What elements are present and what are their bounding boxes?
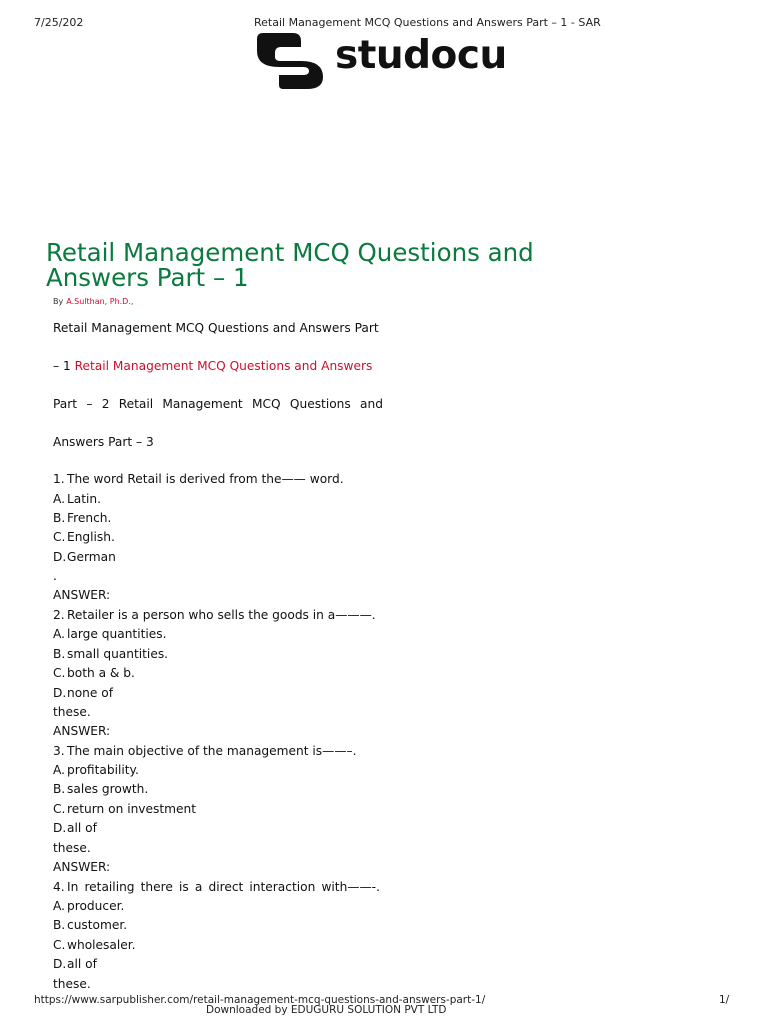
option-letter: B. (53, 782, 66, 796)
option-text: profitability. (67, 763, 139, 777)
q2-answer-label: ANSWER: (53, 724, 111, 738)
question-number: 2. (53, 608, 65, 622)
question-text: The word Retail is derived from the—— word. (67, 472, 344, 486)
q4-option-a (53, 899, 124, 913)
question-word: a (194, 880, 203, 894)
q1-option-c (53, 530, 115, 544)
option-text: small quantities. (67, 647, 169, 661)
intro-word: MCQ (251, 397, 281, 411)
question-2 (53, 608, 376, 622)
intro-word: Part (53, 397, 78, 411)
question-word: In (67, 880, 79, 894)
option-text: wholesaler. (67, 938, 136, 952)
q2-option-d (53, 686, 113, 700)
article-title-line2: Answers Part – 1 (46, 263, 249, 292)
option-text: customer. (67, 918, 128, 932)
option-text: both a & b. (67, 666, 135, 680)
question-3 (53, 744, 356, 758)
intro-line-1: Retail Management MCQ Questions and Answers Part (53, 321, 379, 335)
downloaded-by: Downloaded by EDUGURU SOLUTION PVT LTD (206, 1004, 447, 1016)
option-letter: D. (53, 957, 67, 971)
link-part-2[interactable] (53, 397, 383, 411)
option-text: return on investment (67, 802, 197, 816)
intro-word: – (86, 397, 93, 411)
q4-option-c (53, 938, 136, 952)
intro-word: and (360, 397, 383, 411)
question-number: 3. (53, 744, 65, 758)
option-letter: D. (53, 821, 67, 835)
question-word: retailing (84, 880, 135, 894)
studocu-logo[interactable] (257, 27, 557, 93)
q3-continuation: these. (53, 841, 91, 855)
intro-line-2 (53, 359, 383, 373)
q3-option-d (53, 821, 97, 835)
option-letter: B. (53, 918, 66, 932)
q4-option-b (53, 918, 127, 932)
intro-line-3[interactable] (53, 397, 383, 411)
option-text: English. (67, 530, 115, 544)
option-letter: B. (53, 647, 66, 661)
question-word: direct (208, 880, 244, 894)
q3-option-c (53, 802, 196, 816)
author-link[interactable]: A.Sulthan, Ph.D., (66, 297, 134, 306)
footer-page-number: 1/ (719, 994, 730, 1006)
studocu-logo-icon (257, 27, 327, 93)
question-4 (53, 880, 380, 894)
q2-option-c (53, 666, 135, 680)
q1-option-a (53, 492, 101, 506)
option-text: all of (67, 957, 97, 971)
q2-continuation: these. (53, 705, 91, 719)
studocu-wordmark: studocu (335, 33, 507, 78)
intro-word: Retail (118, 397, 154, 411)
article-title (46, 240, 646, 290)
intro-word: 2 (101, 397, 110, 411)
question-1 (53, 472, 344, 486)
q3-option-a (53, 763, 139, 777)
q4-continuation: these. (53, 977, 91, 991)
option-letter: B. (53, 511, 66, 525)
option-text: none of (67, 686, 114, 700)
print-date: 7/25/202 (34, 16, 84, 29)
q4-option-d (53, 957, 97, 971)
question-number: 4. (53, 880, 65, 894)
option-letter: C. (53, 938, 66, 952)
question-number: 1. (53, 472, 65, 486)
option-text: all of (67, 821, 97, 835)
option-letter: D. (53, 686, 67, 700)
option-letter: A. (53, 763, 65, 777)
q1-answer-label: ANSWER: (53, 588, 111, 602)
question-text: The main objective of the management is——–. (67, 744, 357, 758)
option-letter: A. (53, 899, 65, 913)
intro-word: Management (162, 397, 243, 411)
option-letter: A. (53, 627, 65, 641)
link-part-1[interactable]: Retail Management MCQ Questions and Answers (74, 359, 373, 373)
q3-answer-label: ANSWER: (53, 860, 111, 874)
q1-option-b (53, 511, 111, 525)
question-word: interaction (249, 880, 316, 894)
question-word: there (140, 880, 173, 894)
q1-continuation: . (53, 569, 57, 583)
option-text: sales growth. (67, 782, 149, 796)
q2-option-a (53, 627, 166, 641)
article-title-line1: Retail Management MCQ Questions and (46, 238, 534, 267)
question-text: Retailer is a person who sells the goods in a———. (67, 608, 376, 622)
question-text (67, 880, 380, 894)
q1-option-d (53, 550, 116, 564)
option-letter: C. (53, 666, 66, 680)
intro-prefix: – 1 (53, 359, 71, 373)
byline (53, 297, 133, 306)
footer-url[interactable]: https://www.sarpublisher.com/retail-management-mcq-questions-and-answers-part-1/ (34, 994, 486, 1006)
q2-option-b (53, 647, 168, 661)
option-text: Latin. (67, 492, 102, 506)
by-label: By (53, 297, 64, 306)
option-text: large quantities. (67, 627, 167, 641)
option-letter: D. (53, 550, 67, 564)
q3-option-b (53, 782, 148, 796)
option-text: German (67, 550, 116, 564)
question-word: is (179, 880, 189, 894)
link-part-3[interactable]: Answers Part – 3 (53, 435, 154, 449)
question-word: with——-. (321, 880, 380, 894)
option-letter: C. (53, 530, 66, 544)
option-text: French. (67, 511, 112, 525)
intro-word: Questions (289, 397, 351, 411)
option-letter: A. (53, 492, 65, 506)
option-letter: C. (53, 802, 66, 816)
print-doc-title: Retail Management MCQ Questions and Answers Part – 1 - SAR (254, 16, 601, 29)
option-text: producer. (67, 899, 125, 913)
